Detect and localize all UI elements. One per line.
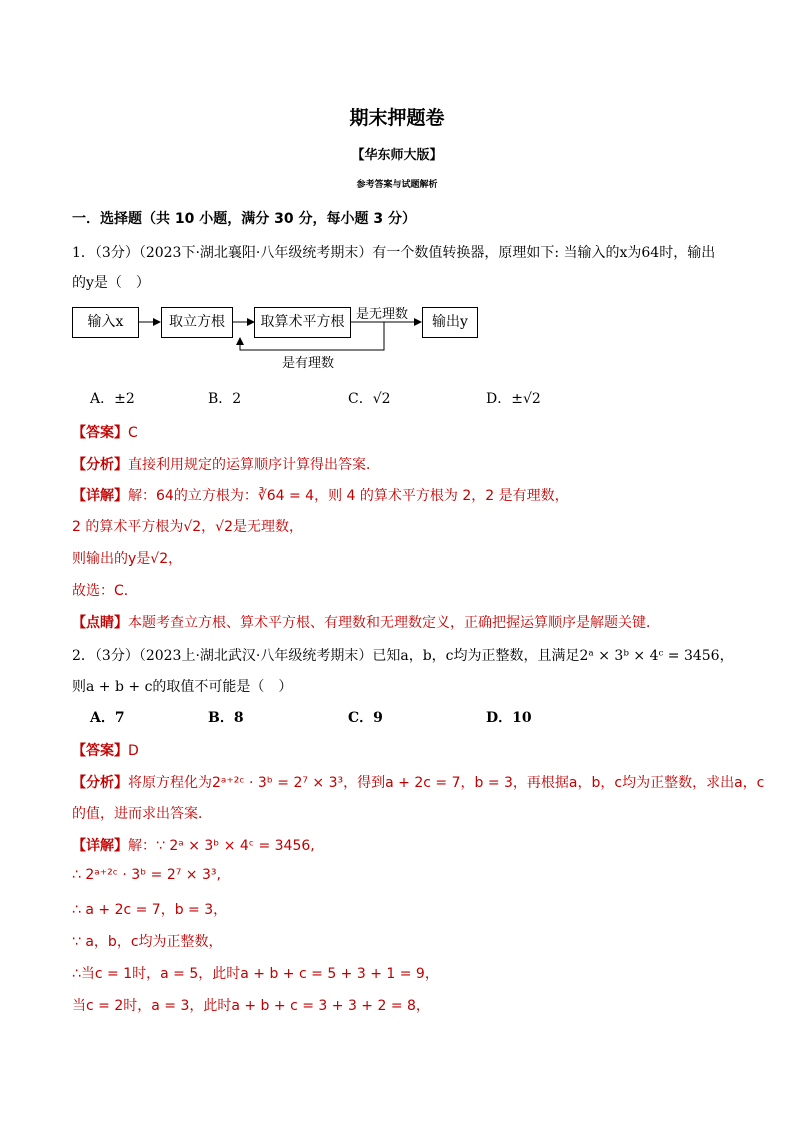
- q1-detail-line4: 故选：C．: [72, 583, 138, 599]
- q2-answer-value: D: [128, 743, 139, 759]
- q2-stem-line1: 2．（3分）（2023上·湖北武汉·八年级统考期末）已知a，b，c均为正整数，且满足2ᵃ × 3ᵇ × 4ᶜ = 3456，: [72, 648, 734, 664]
- answer-subtitle: 参考答案与试题解析: [356, 180, 438, 190]
- q2-option-d: D．10: [486, 710, 532, 726]
- q2-detail-line2: ∴ 2ᵃ⁺²ᶜ · 3ᵇ = 2⁷ × 3³,: [72, 867, 221, 883]
- answer-label: 【答案】: [72, 743, 128, 759]
- section-heading: 一．选择题（共 10 小题，满分 30 分，每小题 3 分）: [72, 211, 416, 227]
- flow-output-box: 输出y: [422, 307, 478, 338]
- flow-rational-label: 是有理数: [282, 356, 335, 371]
- edition-label: 【华东师大版】: [351, 148, 443, 163]
- q1-comment: [72, 612, 660, 632]
- q1-option-d: D．±√2: [486, 391, 541, 407]
- analysis-label: 【分析】: [72, 457, 128, 473]
- q1-stem-line1: 1．（3分）（2023下·湖北襄阳·八年级统考期末）有一个数值转换器，原理如下: 当输入的x为64时，输出: [72, 245, 716, 261]
- q2-option-c: C．9: [348, 710, 383, 726]
- q1-answer: [72, 422, 138, 442]
- q2-detail-line5: ∴当c = 1时，a = 5，此时a + b + c = 5 + 3 + 1 = 9，: [72, 966, 439, 982]
- q2-detail-line1: 解：∵ 2ᵃ × 3ᵇ × 4ᶜ = 3456,: [128, 838, 315, 854]
- detail-label: 【详解】: [72, 488, 128, 504]
- q1-detail-line2: 2 的算术平方根为√2，√2是无理数，: [72, 519, 304, 535]
- q2-analysis-line2: 的值，进而求出答案．: [72, 806, 212, 822]
- q2-detail: [72, 835, 315, 855]
- answer-label: 【答案】: [72, 425, 128, 441]
- flow-sqrt-box: 取算术平方根: [254, 307, 351, 338]
- q1-detail: [72, 485, 569, 505]
- q1-option-b: B．2: [208, 391, 242, 407]
- q1-option-c: C．√2: [348, 391, 391, 407]
- page-title: 期末押题卷: [349, 107, 445, 129]
- comment-label: 【点睛】: [72, 615, 128, 631]
- flow-input-box: 输入x: [72, 307, 139, 338]
- q2-option-b: B．8: [208, 710, 244, 726]
- q1-answer-value: C: [128, 425, 138, 441]
- detail-label: 【详解】: [72, 838, 128, 854]
- flow-cube-root-box: 取立方根: [161, 307, 233, 338]
- analysis-label: 【分析】: [72, 775, 128, 791]
- q1-analysis-text: 直接利用规定的运算顺序计算得出答案．: [128, 457, 380, 473]
- q1-comment-text: 本题考查立方根、算术平方根、有理数和无理数定义，正确把握运算顺序是解题关键．: [128, 615, 660, 631]
- q2-stem-line2: 则a + b + c的取值不可能是（ ）: [72, 679, 293, 695]
- q1-analysis: [72, 454, 380, 474]
- q1-stem-line2: 的y是（ ）: [72, 275, 150, 291]
- q2-detail-line4: ∵ a，b，c均为正整数，: [72, 934, 223, 950]
- flow-irrational-label: 是无理数: [356, 307, 409, 322]
- q2-answer: [72, 740, 139, 760]
- q1-detail-line1: 解：64的立方根为：∛64 = 4，则 4 的算术平方根为 2，2 是有理数，: [128, 488, 569, 504]
- q2-analysis-line1: 将原方程化为2ᵃ⁺²ᶜ · 3ᵇ = 2⁷ × 3³，得到a + 2c = 7，b = 3，再根据a，b，c均为正整数，求出a，c: [128, 775, 765, 791]
- q1-detail-line3: 则输出的y是√2，: [72, 551, 183, 567]
- q2-detail-line6: 当c = 2时，a = 3，此时a + b + c = 3 + 3 + 2 = 8，: [72, 998, 430, 1014]
- q2-analysis: [72, 772, 764, 792]
- q1-option-a: A．±2: [90, 391, 135, 407]
- q2-detail-line3: ∴ a + 2c = 7，b = 3，: [72, 902, 228, 918]
- q2-option-a: A．7: [90, 710, 125, 726]
